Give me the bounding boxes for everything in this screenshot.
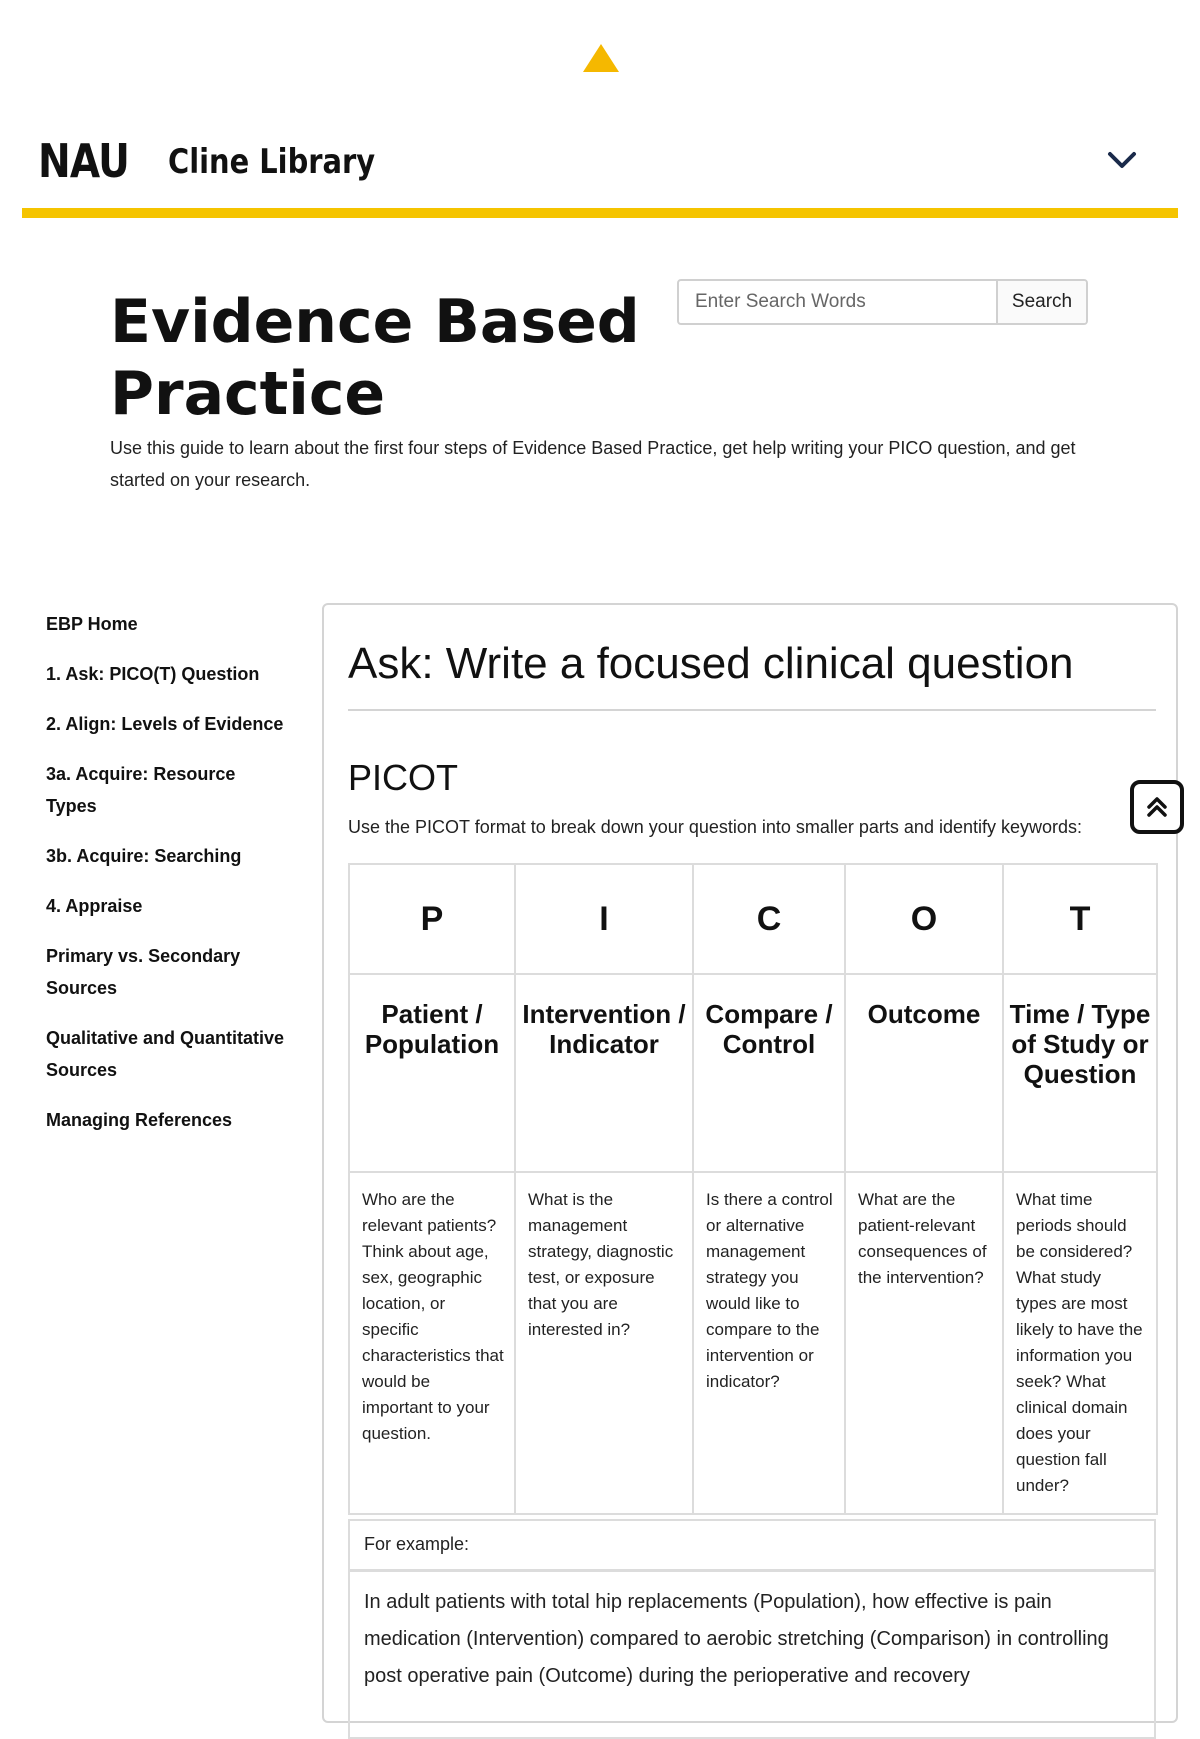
content-title: Ask: Write a focused clinical question (348, 639, 1074, 688)
sidebar-item-appraise[interactable]: 4. Appraise (46, 896, 143, 916)
page-title: Evidence Based Practice (110, 287, 640, 429)
example-text: In adult patients with total hip replacements (Population), how effective is pain medication (Intervention) compared to aerobic stretching (Comparison) in controlling post operative pain (Outcome) during the perioperative and recovery (364, 1591, 1109, 1687)
sidebar-item-managing-references[interactable]: Managing References (46, 1110, 233, 1130)
letter-cell: P (349, 864, 515, 974)
nau-logo[interactable]: NAU (38, 134, 129, 188)
picot-intro: Use the PICOT format to break down your question into smaller parts and identify keywords: (348, 817, 1083, 837)
letter-cell: T (1003, 864, 1157, 974)
double-chevron-up-icon (1144, 794, 1170, 820)
term-cell: Time / Type of Study or Question (1003, 974, 1157, 1172)
sidebar-item-primary-secondary[interactable]: Primary vs. Secondary Sources (46, 946, 241, 998)
section-title: PICOT (348, 757, 459, 798)
site-header (22, 120, 1178, 206)
title-divider (348, 709, 1156, 711)
example-box (348, 1519, 1156, 1739)
description-cell: Is there a control or alternative management strategy you would like to compare to the intervention or indicator? (693, 1172, 845, 1514)
guide-description: Use this guide to learn about the first four steps of Evidence Based Practice, get help writing your PICO question, and get started on your research. (110, 438, 1076, 490)
table-row (349, 864, 1157, 974)
header-accent-bar (22, 208, 1178, 218)
term-cell: Intervention / Indicator (515, 974, 693, 1172)
description-cell: What are the patient-relevant consequences of the intervention? (845, 1172, 1003, 1514)
search-input[interactable] (679, 281, 996, 323)
sidebar-item-ebp-home[interactable]: EBP Home (46, 614, 138, 634)
table-row (349, 1172, 1157, 1514)
sidebar-item-qualitative-quantitative[interactable]: Qualitative and Quantitative Sources (46, 1028, 285, 1080)
top-triangle-icon (583, 44, 619, 72)
letter-cell: O (845, 864, 1003, 974)
term-cell: Outcome (845, 974, 1003, 1172)
picot-table (348, 863, 1158, 1515)
content-panel (322, 603, 1178, 1723)
chevron-down-icon[interactable] (1104, 142, 1140, 178)
back-to-top-button[interactable] (1130, 780, 1184, 834)
example-label: For example: (350, 1521, 1154, 1572)
sidebar-item-searching[interactable]: 3b. Acquire: Searching (46, 846, 242, 866)
term-cell: Patient / Population (349, 974, 515, 1172)
table-row (349, 974, 1157, 1172)
sidebar-item-align[interactable]: 2. Align: Levels of Evidence (46, 714, 284, 734)
search-form (677, 279, 1088, 325)
description-cell: What time periods should be considered? What study types are most likely to have the information you seek? What clinical domain does your question fall under? (1003, 1172, 1157, 1514)
term-cell: Compare / Control (693, 974, 845, 1172)
sidebar-nav (46, 608, 286, 1154)
library-name[interactable]: Cline Library (168, 142, 376, 182)
letter-cell: I (515, 864, 693, 974)
sidebar-item-ask[interactable]: 1. Ask: PICO(T) Question (46, 664, 260, 684)
search-button[interactable]: Search (996, 281, 1086, 323)
sidebar-item-resource-types[interactable]: 3a. Acquire: Resource Types (46, 764, 236, 816)
letter-cell: C (693, 864, 845, 974)
description-cell: Who are the relevant patients? Think about age, sex, geographic location, or specific characteristics that would be important to your question. (349, 1172, 515, 1514)
description-cell: What is the management strategy, diagnostic test, or exposure that you are interested in? (515, 1172, 693, 1514)
